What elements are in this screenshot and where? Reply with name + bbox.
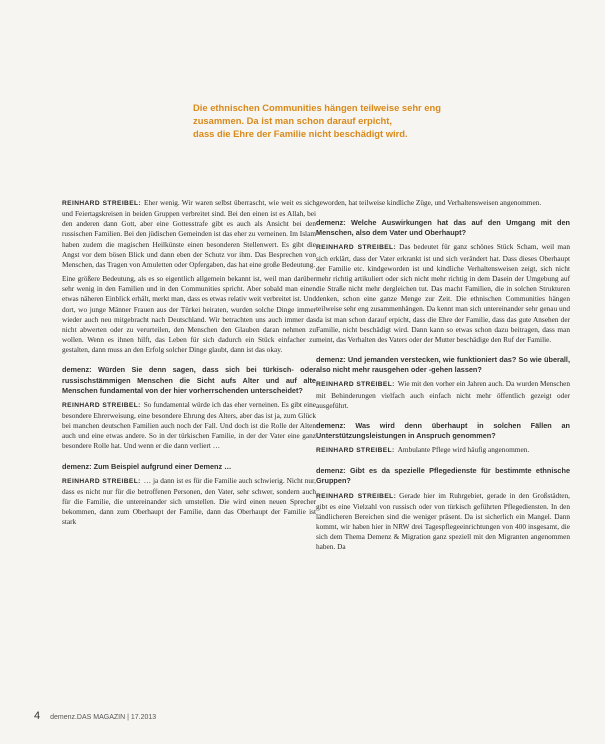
speaker-label: REINHARD STREIBEL: [62, 200, 142, 207]
right-text-column [316, 198, 570, 557]
interview-question: demenz: Was wird denn überhaupt in solchen Fällen an Unterstützungsleistungen in Anspruch genommen? [316, 420, 570, 440]
speaker-label: REINHARD STREIBEL: [316, 492, 397, 500]
answer-text: Wie mit den vorher ein Jahren auch. Da wurden Menschen mit Behinderungen vielfach auch einfach nicht mehr öffentlich gezeigt oder ausgeführt. [316, 379, 570, 410]
paragraph [316, 198, 570, 208]
paragraph [316, 491, 570, 553]
answer-text: So fundamental würde ich das eher verneinen. Es gibt eine besondere Ehrerweisung, eine besondere Ehrung des Alters, aber das ist ja, zum Glück bei manchen deutschen Familien auch noch der Fall. Und doch ist die Rolle der Alten auch und eine etwas andere. So in der türkischen Familie, in der der Vater eine ganz besondere Rolle hat. Und wenn er die dann verliert … [62, 399, 316, 451]
pull-quote-line: zusammen. Da ist man schon darauf erpicht, [193, 115, 393, 126]
speaker-label: REINHARD STREIBEL: [62, 477, 141, 485]
publication-name: demenz.DAS MAGAZIN | 17.2013 [50, 714, 157, 721]
paragraph [62, 476, 316, 528]
page-footer [34, 710, 156, 722]
pull-quote [193, 101, 523, 140]
pull-quote-line: dass die Ehre der Familie nicht beschädigt wird. [193, 128, 408, 139]
speaker-label: REINHARD STREIBEL: [316, 381, 395, 389]
paragraph [62, 400, 316, 452]
left-text-column [62, 198, 316, 532]
answer-text: … ja dann ist es für die Familie auch schwierig. Nicht nur, dass es nicht nur für die betroffenen Personen, den Vater, sehr schwer, sondern auch für die Familie, die untereinander sich umstellen. Die wird einen neuen Sprecher bekommen, dann zum Oberhaupt der Familie, dann das Oberhaupt der Familie ist stark [62, 475, 316, 527]
paragraph [316, 379, 570, 410]
answer-text: Eher wenig. Wir waren selbst überrascht, wie weit es sich und Feiertagskreisen in beiden Gruppen verbreitet sind. Bei den einen ist es Allah, bei den anderen dann Gott, aber eine Gottesstrafe gibt es auch als Ansicht bei den russischen Familien. Bei den jüdischen Gemeinden ist das eher zu verneinen. Im Islam haben zudem die magischen Heilkünste einen besonderen Stellenwert. Es gibt die Angst vor dem bösen Blick und dann eben der Schutz vor ihm. Das Besprechen von Menschen, das Tragen von Amuletten oder Opfergaben, das hat eine große Bedeutung. [62, 198, 317, 269]
paragraph [62, 274, 316, 355]
answer-text: Gerade hier im Ruhrgebiet, gerade in den Großstädten, gibt es eine Vielzahl von russisch oder von türkisch geführten Pflegediensten. In den ländlicheren Bereichen sind die weniger präsent. Da ist sicherlich ein Mangel. Dann kommt, wir haben hier in NRW drei Tagespflegeeinrichtungen von 400 insgesamt, die sich dem Thema Demenz & Migration ganz speziell mit den Migranten angenommen haben. Da [316, 490, 571, 552]
answer-text: Eine größere Bedeutung, als es so eigentlich allgemein bekannt ist, weil man darüber sehr wenig in den Familien und in den Communities spricht. Aber sobald man einen etwas näheren Einblick erhält, merkt man, dass es etwas relativ weit verbreitet ist. Und dort, wo junge Männer Frauen aus der Türkei heiraten, wurden solche Dinge immer wieder auch neu mitgebracht nach Deutschland. Wir betrachten uns auch immer das nicht abwerten oder zu verurteilen, den Menschen den Glauben daran nehmen zu wollen. Wenn es ihnen hilft, das Leben für sich dadurch ein Stück einfacher zu gestalten, dann muss an den Erfolg solcher Dinge glaubt, dann ist das okay. [62, 274, 316, 355]
speaker-label: REINHARD STREIBEL: [316, 244, 397, 252]
speaker-label: REINHARD STREIBEL: [62, 401, 141, 409]
paragraph [316, 445, 570, 456]
answer-text: Ambulante Pflege wird häufig angenommen. [397, 445, 530, 455]
speaker-label: REINHARD STREIBEL: [316, 447, 395, 455]
interview-question: demenz: Zum Beispiel aufgrund einer Demenz … [62, 461, 232, 471]
answer-text: Das bedeutet für ganz schönes Stück Scham, weil man sich erklärt, dass der Vater erkrankt ist und sich verändert hat. Dass dieses Oberhaupt der Familie etc. kindgeworden ist und kindliche Verhaltensweisen zeigt, sich nicht mehr richtig artikuliert oder sich nicht mehr richtig in dem Dasein der Umgebung auf die Straße nicht mehr dergleichen tut. Das macht Familien, die in solchen Strukturen denken, schon eine ganze Menge zur Zeit. Die ethnischen Communities hängen teilweise sehr eng zusammenhängen. Da kennt man sich untereinander sehr genau und da ist man schon darauf erpicht, dass die Ehre der Familie, dass das gute Ansehen der Familie, nicht beschädigt wird. Dann kann so etwas schon dazu beitragen, dass man meint, das Verhalten des Vaters oder der Mutter beschädige den Ruf der Familie. [316, 242, 570, 344]
answer-text: geworden, hat teilweise kindliche Züge, und Verhaltensweisen angenommen. [316, 198, 542, 207]
interview-question: demenz: Welche Auswirkungen hat das auf den Umgang mit den Menschen, also dem Vater und Oberhaupt? [316, 218, 570, 238]
pull-quote-line: Die ethnischen Communities hängen teilweise sehr eng [193, 102, 441, 113]
interview-question: demenz: Würden Sie denn sagen, dass sich bei türkisch- oder russischstämmigen Menschen die Sicht aufs Alter und auf alte Menschen fundamental von der hier vorherrschenden unterscheidet? [62, 365, 316, 395]
page-number: 4 [34, 710, 41, 722]
interview-question: demenz: Gibt es da spezielle Pflegedienste für bestimmte ethnische Gruppen? [316, 466, 570, 486]
paragraph [62, 198, 316, 270]
interview-question: demenz: Und jemanden verstecken, wie funktioniert das? So wie überall, also nicht mehr rausgehen oder -gehen lassen? [316, 355, 570, 375]
paragraph [316, 242, 570, 345]
